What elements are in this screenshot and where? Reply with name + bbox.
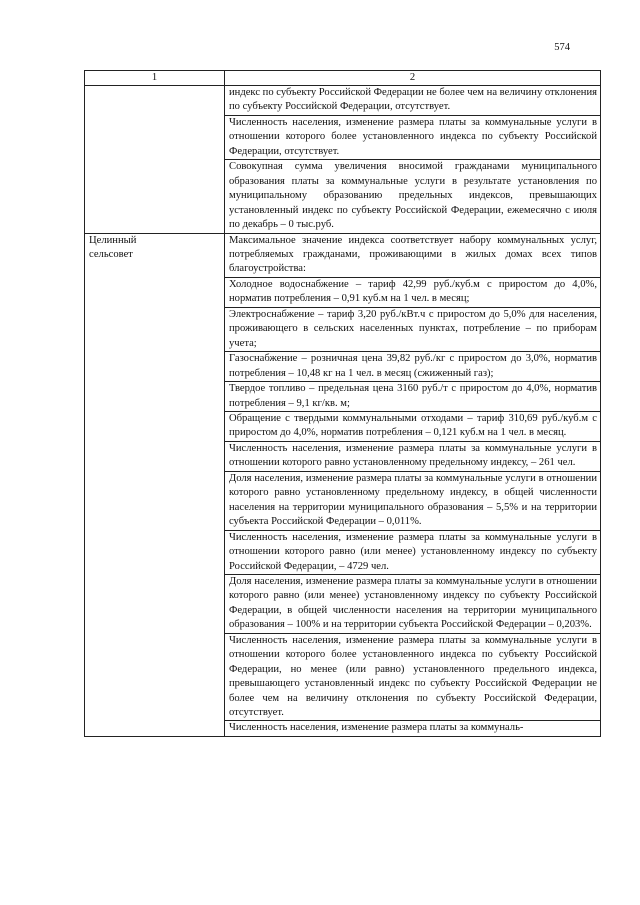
paragraph: Численность населения, изменение размера платы за коммуналь- [225, 720, 600, 735]
column-header-2: 2 [225, 71, 601, 86]
municipality-name [85, 86, 225, 234]
table-row [85, 86, 601, 234]
municipality-name: Целинный сельсовет [85, 233, 225, 736]
paragraph: индекс по субъекту Российской Федерации не более чем на величину отклонения по субъекту Российской Федерации, отсутствует. [229, 87, 597, 113]
paragraph: Численность населения, изменение размера платы за коммунальные услуги в отношении которого равно (или менее) установленному индексу по субъекту Российской Федерации, – 4729 чел. [225, 530, 600, 574]
document-table [84, 70, 601, 737]
column-header-1: 1 [85, 71, 225, 86]
paragraph: Электроснабжение – тариф 3,20 руб./кВт.ч с приростом до 5,0% для населения, проживающего в сельских населенных пунктах, потребление – по приборам учета; [225, 307, 600, 351]
paragraph: Газоснабжение – розничная цена 39,82 руб./кг с приростом до 3,0%, норматив потребления – 10,48 кг на 1 чел. в месяц (сжиженный газ); [225, 351, 600, 381]
paragraph: Доля населения, изменение размера платы за коммунальные услуги в отношении которого равно установленному предельному индексу, в общей численности населения на территории муниципального образования – 5,5% и на территории субъекта Российской Федерации – 0,011%. [225, 471, 600, 530]
paragraph: Совокупная сумма увеличения вносимой гражданами муниципального образования платы за коммунальные услуги в результате установления по муниципальному образованию предельных индексов, превышающих установленный индекс по субъекту Российской Федерации, ежемесячно с июля по декабрь – 0 тыс.руб. [225, 159, 600, 232]
paragraph: Обращение с твердыми коммунальными отходами – тариф 310,69 руб./куб.м с приростом до 4,0%, норматив потребления – 0,121 куб.м на 1 чел. в месяц. [225, 411, 600, 441]
paragraph: Численность населения, изменение размера платы за коммунальные услуги в отношении которого более установленного индекса по субъекту Российской Федерации, но менее (или равно) установленного предельного индекса, превышающего установленный индекс по субъекту Российской Федерации не более чем на величину отклонения по субъекту Российской Федерации, отсутствует. [225, 633, 600, 721]
table-header-row [85, 71, 601, 86]
paragraph: Численность населения, изменение размера платы за коммунальные услуги в отношении которого равно установленному предельному индексу, – 261 чел. [225, 441, 600, 471]
row-content [225, 86, 601, 234]
table-row [85, 233, 601, 736]
paragraph: Твердое топливо – предельная цена 3160 руб./т с приростом до 4,0%, норматив потребления – 9,1 кг/кв. м; [225, 381, 600, 411]
paragraph: Численность населения, изменение размера платы за коммунальные услуги в отношении которого более установленного индекса по субъекту Российской Федерации, отсутствует. [225, 115, 600, 159]
page-number: 574 [554, 42, 570, 53]
paragraph: Холодное водоснабжение – тариф 42,99 руб./куб.м с приростом до 4,0%, норматив потребления – 0,91 куб.м на 1 чел. в месяц; [225, 277, 600, 307]
row-content [225, 233, 601, 736]
paragraph: Максимальное значение индекса соответствует набору коммунальных услуг, потребляемых гражданами, проживающими в жилых домах всех типов благоустройства: [229, 234, 597, 275]
paragraph: Доля населения, изменение размера платы за коммунальные услуги в отношении которого равно (или менее) установленному индексу по субъекту Российской Федерации, в общей численности населения на территории муниципального образования – 100% и на территории субъекта Российской Федерации – 0,203%. [225, 574, 600, 633]
